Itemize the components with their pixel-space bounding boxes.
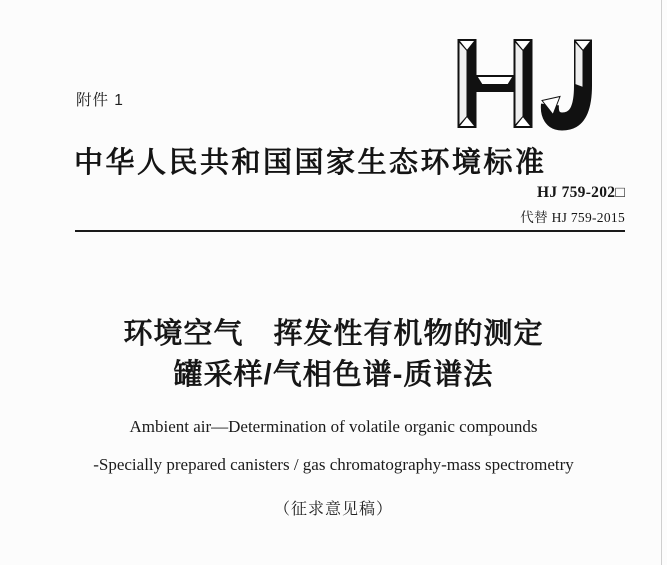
draft-for-comments-note: （征求意见稿） (273, 501, 393, 518)
national-standard-heading: 中华人民共和国国家生态环境标准 (74, 147, 547, 179)
standard-number: HJ 759-202□ (536, 184, 625, 201)
header-rule (75, 230, 625, 232)
attachment-label: 附件 1 (76, 92, 124, 109)
standard-title-cn-line1: 环境空气 挥发性有机物的测定 (123, 318, 544, 350)
standard-title-en-line2: -Specially prepared canisters / gas chromatography-mass spectrometry (93, 455, 574, 474)
standard-title-cn (16, 314, 651, 396)
standard-title-cn-line2: 罐采样/气相色谱-质谱法 (173, 359, 494, 391)
hj-logo (456, 36, 596, 131)
standard-title-en-line1: Ambient air—Determination of volatile organic compounds (129, 417, 538, 436)
standard-number-block (520, 184, 625, 226)
page-edge-line (661, 0, 662, 565)
replaces-standard: 代替 HJ 759-2015 (520, 210, 625, 225)
